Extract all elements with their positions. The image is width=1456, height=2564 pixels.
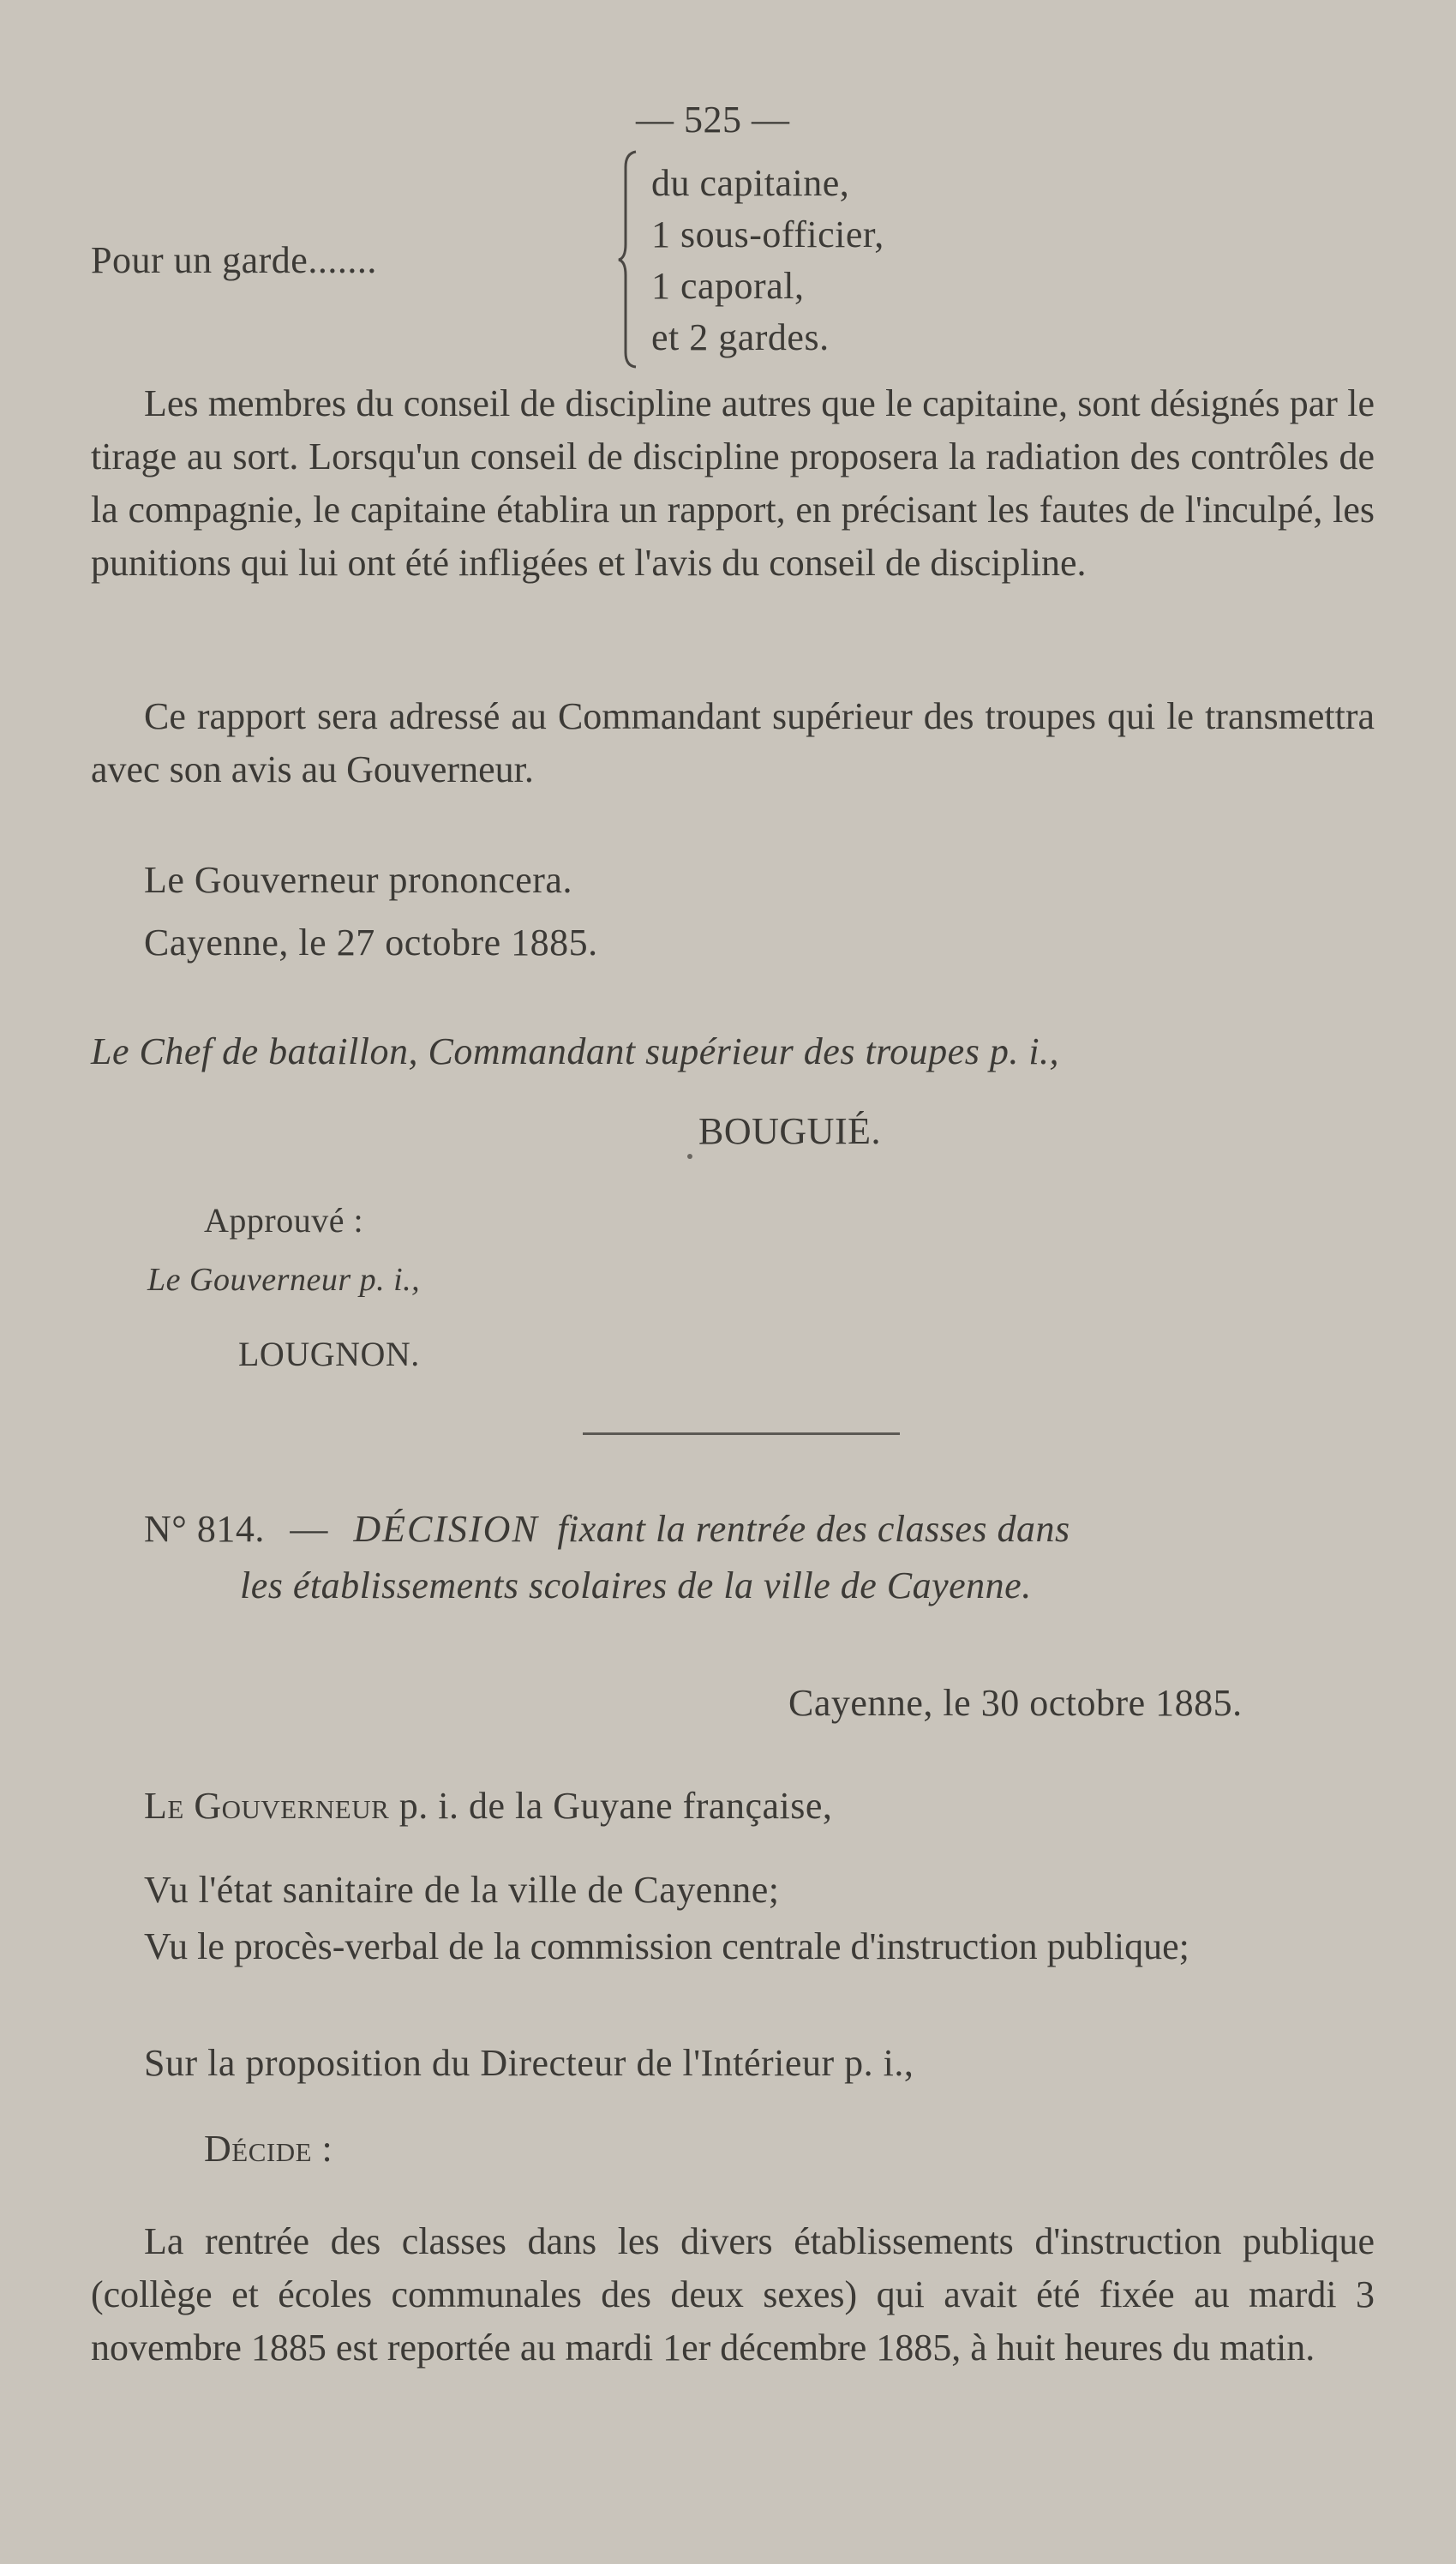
ink-speck [687,1154,692,1159]
decision-number: N° 814. [144,1508,265,1550]
composition-label: Pour un garde....... [91,239,377,281]
authority-title: Gouverneur [194,1785,390,1827]
paragraph-rapport-text: Ce rapport sera adressé au Commandant supérieur des troupes qui le transmettra avec son avis au Gouverneur. [91,695,1375,790]
decision-decide: Décide : [204,2128,333,2170]
decision-article-text: La rentrée des classes dans les divers établissements d'instruction publique (collège et écoles communales des deux sexes) qui avait été fixée au mardi 3 novembre 1885 est reportée au mardi 1er décembre 1885, à huit heures du matin. [91,2220,1375,2369]
signature-title: Le Chef de bataillon, Commandant supérieur des troupes p. i., [91,1030,1060,1072]
decision-title-line2: les établissements scolaires de la ville de Cayenne. [240,1564,1032,1606]
paragraph-rapport [91,690,1375,796]
signature-name: BOUGUIÉ. [698,1110,881,1152]
decision-place-date: Cayenne, le 30 octobre 1885. [788,1682,1243,1724]
section-divider [583,1432,900,1435]
authority-le: Le [144,1785,184,1827]
decision-dash: — [290,1508,328,1550]
approval-label: Approuvé : [204,1201,364,1240]
paragraph-prononcera: Le Gouverneur prononcera. [144,859,572,901]
decision-vu-proces-verbal [91,1920,1375,1973]
paragraph-conseil [91,377,1375,590]
member-captain: du capitaine, [651,162,850,204]
decision-heading-line1 [144,1510,1070,1548]
decision-vu-sanitaire: Vu l'état sanitaire de la ville de Cayenne; [144,1869,780,1911]
authority-rest: p. i. de la Guyane française, [398,1785,833,1827]
decision-article [91,2215,1375,2375]
place-date-first: Cayenne, le 27 octobre 1885. [144,922,598,964]
decision-authority [144,1787,832,1825]
brace-symbol [617,150,639,369]
approval-name: LOUGNON. [238,1335,420,1373]
approval-role: Le Gouverneur p. i., [147,1262,421,1298]
member-gardes: et 2 gardes. [651,316,830,358]
decision-title-word: DÉCISION [353,1508,539,1550]
paragraph-conseil-text: Les membres du conseil de discipline autres que le capitaine, sont désignés par le tirage au sort. Lorsqu'un conseil de discipline proposera la radiation des contrôles de la compagnie, le capitaine établira un rapport, en précisant les fautes de l'inculpé, les punitions qui lui ont été infligées et l'avis du conseil de discipline. [91,382,1375,584]
member-caporal: 1 caporal, [651,265,805,307]
member-sous-officier: 1 sous-officier, [651,213,884,255]
page-number: — 525 — [636,99,790,141]
vu-proces-verbal-text: Vu le procès-verbal de la commission centrale d'instruction publique; [144,1925,1189,1967]
decision-title-rest: fixant la rentrée des classes dans [557,1508,1070,1550]
decision-sur-proposition: Sur la proposition du Directeur de l'Intérieur p. i., [144,2042,914,2084]
